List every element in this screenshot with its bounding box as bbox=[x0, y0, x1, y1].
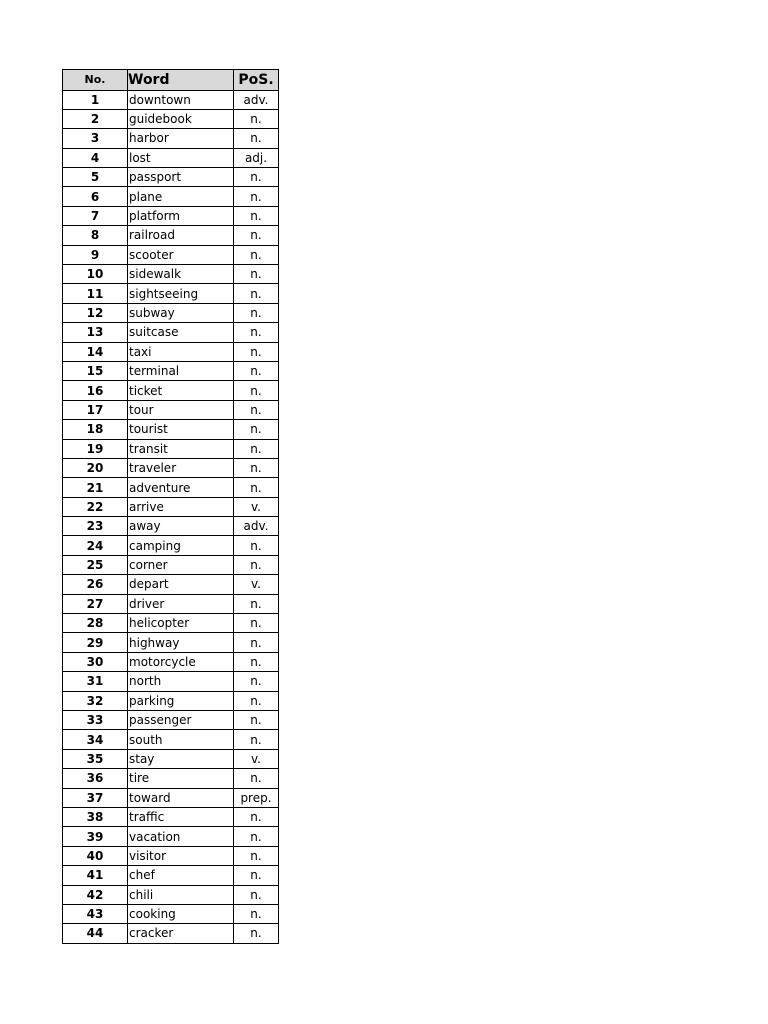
row-number: 4 bbox=[63, 148, 128, 167]
row-part-of-speech: n. bbox=[234, 633, 279, 652]
header-no: No. bbox=[63, 70, 128, 91]
row-number: 19 bbox=[63, 439, 128, 458]
table-row bbox=[63, 400, 279, 419]
row-number: 17 bbox=[63, 400, 128, 419]
row-number: 24 bbox=[63, 536, 128, 555]
table-row bbox=[63, 924, 279, 943]
row-number: 28 bbox=[63, 614, 128, 633]
row-word: railroad bbox=[128, 226, 234, 245]
table-row bbox=[63, 904, 279, 923]
row-number: 31 bbox=[63, 672, 128, 691]
row-word: toward bbox=[128, 788, 234, 807]
table-row bbox=[63, 303, 279, 322]
row-number: 41 bbox=[63, 866, 128, 885]
table-row bbox=[63, 245, 279, 264]
row-part-of-speech: n. bbox=[234, 187, 279, 206]
row-number: 43 bbox=[63, 904, 128, 923]
table-row bbox=[63, 439, 279, 458]
row-word: tourist bbox=[128, 420, 234, 439]
row-part-of-speech: n. bbox=[234, 827, 279, 846]
row-number: 13 bbox=[63, 323, 128, 342]
row-number: 22 bbox=[63, 497, 128, 516]
row-word: traffic bbox=[128, 807, 234, 826]
table-row bbox=[63, 323, 279, 342]
row-number: 25 bbox=[63, 555, 128, 574]
table-row bbox=[63, 672, 279, 691]
row-part-of-speech: n. bbox=[234, 672, 279, 691]
row-word: lost bbox=[128, 148, 234, 167]
table-row bbox=[63, 885, 279, 904]
row-part-of-speech: n. bbox=[234, 691, 279, 710]
row-word: vacation bbox=[128, 827, 234, 846]
row-number: 33 bbox=[63, 711, 128, 730]
row-part-of-speech: n. bbox=[234, 342, 279, 361]
table-row bbox=[63, 730, 279, 749]
row-part-of-speech: n. bbox=[234, 400, 279, 419]
row-word: passport bbox=[128, 168, 234, 187]
row-part-of-speech: n. bbox=[234, 226, 279, 245]
row-number: 37 bbox=[63, 788, 128, 807]
table-row bbox=[63, 866, 279, 885]
row-part-of-speech: n. bbox=[234, 711, 279, 730]
row-part-of-speech: n. bbox=[234, 284, 279, 303]
row-part-of-speech: n. bbox=[234, 129, 279, 148]
row-number: 32 bbox=[63, 691, 128, 710]
row-part-of-speech: n. bbox=[234, 807, 279, 826]
row-word: sightseeing bbox=[128, 284, 234, 303]
row-number: 34 bbox=[63, 730, 128, 749]
row-number: 35 bbox=[63, 749, 128, 768]
table-row bbox=[63, 265, 279, 284]
row-word: corner bbox=[128, 555, 234, 574]
row-word: north bbox=[128, 672, 234, 691]
table-row bbox=[63, 633, 279, 652]
row-number: 12 bbox=[63, 303, 128, 322]
table-row bbox=[63, 361, 279, 380]
header-pos: PoS. bbox=[234, 70, 279, 91]
row-part-of-speech: n. bbox=[234, 109, 279, 128]
row-number: 1 bbox=[63, 90, 128, 109]
row-word: subway bbox=[128, 303, 234, 322]
table-row bbox=[63, 497, 279, 516]
row-word: motorcycle bbox=[128, 652, 234, 671]
row-part-of-speech: n. bbox=[234, 458, 279, 477]
table-row bbox=[63, 536, 279, 555]
table-header bbox=[63, 70, 279, 91]
table-row bbox=[63, 749, 279, 768]
row-part-of-speech: adv. bbox=[234, 517, 279, 536]
table-row bbox=[63, 148, 279, 167]
row-word: camping bbox=[128, 536, 234, 555]
row-part-of-speech: adv. bbox=[234, 90, 279, 109]
row-number: 3 bbox=[63, 129, 128, 148]
table-row bbox=[63, 284, 279, 303]
row-word: chef bbox=[128, 866, 234, 885]
row-word: cooking bbox=[128, 904, 234, 923]
row-word: helicopter bbox=[128, 614, 234, 633]
table-row bbox=[63, 807, 279, 826]
row-number: 8 bbox=[63, 226, 128, 245]
table-row bbox=[63, 846, 279, 865]
row-word: sidewalk bbox=[128, 265, 234, 284]
row-part-of-speech: n. bbox=[234, 168, 279, 187]
row-part-of-speech: n. bbox=[234, 594, 279, 613]
row-part-of-speech: n. bbox=[234, 245, 279, 264]
row-part-of-speech: n. bbox=[234, 361, 279, 380]
row-part-of-speech: n. bbox=[234, 323, 279, 342]
row-number: 42 bbox=[63, 885, 128, 904]
row-part-of-speech: adj. bbox=[234, 148, 279, 167]
row-word: tour bbox=[128, 400, 234, 419]
table-row bbox=[63, 187, 279, 206]
row-word: passenger bbox=[128, 711, 234, 730]
row-number: 38 bbox=[63, 807, 128, 826]
row-part-of-speech: v. bbox=[234, 749, 279, 768]
table-row bbox=[63, 168, 279, 187]
row-word: south bbox=[128, 730, 234, 749]
row-number: 30 bbox=[63, 652, 128, 671]
row-word: away bbox=[128, 517, 234, 536]
row-part-of-speech: n. bbox=[234, 206, 279, 225]
row-word: traveler bbox=[128, 458, 234, 477]
table-row bbox=[63, 575, 279, 594]
table-row bbox=[63, 226, 279, 245]
row-number: 36 bbox=[63, 769, 128, 788]
row-part-of-speech: n. bbox=[234, 381, 279, 400]
row-part-of-speech: prep. bbox=[234, 788, 279, 807]
row-part-of-speech: n. bbox=[234, 536, 279, 555]
row-part-of-speech: n. bbox=[234, 614, 279, 633]
row-number: 7 bbox=[63, 206, 128, 225]
header-word: Word bbox=[128, 70, 234, 91]
row-word: stay bbox=[128, 749, 234, 768]
table-row bbox=[63, 517, 279, 536]
row-part-of-speech: n. bbox=[234, 769, 279, 788]
table-row bbox=[63, 458, 279, 477]
row-number: 40 bbox=[63, 846, 128, 865]
row-word: harbor bbox=[128, 129, 234, 148]
row-part-of-speech: n. bbox=[234, 885, 279, 904]
row-number: 27 bbox=[63, 594, 128, 613]
row-word: chili bbox=[128, 885, 234, 904]
row-word: downtown bbox=[128, 90, 234, 109]
row-part-of-speech: n. bbox=[234, 866, 279, 885]
table-body bbox=[63, 90, 279, 943]
row-number: 21 bbox=[63, 478, 128, 497]
table-row bbox=[63, 478, 279, 497]
row-number: 5 bbox=[63, 168, 128, 187]
table-row bbox=[63, 555, 279, 574]
table-row bbox=[63, 652, 279, 671]
row-word: platform bbox=[128, 206, 234, 225]
table-row bbox=[63, 90, 279, 109]
row-word: taxi bbox=[128, 342, 234, 361]
row-word: tire bbox=[128, 769, 234, 788]
table-row bbox=[63, 420, 279, 439]
table-row bbox=[63, 788, 279, 807]
table-row bbox=[63, 206, 279, 225]
row-word: guidebook bbox=[128, 109, 234, 128]
row-part-of-speech: n. bbox=[234, 439, 279, 458]
table-row bbox=[63, 381, 279, 400]
row-part-of-speech: n. bbox=[234, 265, 279, 284]
row-part-of-speech: n. bbox=[234, 555, 279, 574]
row-number: 10 bbox=[63, 265, 128, 284]
row-word: depart bbox=[128, 575, 234, 594]
table-row bbox=[63, 342, 279, 361]
row-word: driver bbox=[128, 594, 234, 613]
row-part-of-speech: n. bbox=[234, 652, 279, 671]
row-number: 20 bbox=[63, 458, 128, 477]
header-row bbox=[63, 70, 279, 91]
row-number: 15 bbox=[63, 361, 128, 380]
row-word: suitcase bbox=[128, 323, 234, 342]
row-number: 18 bbox=[63, 420, 128, 439]
table-row bbox=[63, 109, 279, 128]
row-word: transit bbox=[128, 439, 234, 458]
row-part-of-speech: n. bbox=[234, 904, 279, 923]
vocabulary-table bbox=[62, 69, 279, 944]
row-number: 29 bbox=[63, 633, 128, 652]
row-number: 6 bbox=[63, 187, 128, 206]
row-word: plane bbox=[128, 187, 234, 206]
row-part-of-speech: v. bbox=[234, 575, 279, 594]
row-word: parking bbox=[128, 691, 234, 710]
table-row bbox=[63, 769, 279, 788]
row-number: 23 bbox=[63, 517, 128, 536]
row-number: 16 bbox=[63, 381, 128, 400]
table-row bbox=[63, 614, 279, 633]
table-row bbox=[63, 691, 279, 710]
row-word: cracker bbox=[128, 924, 234, 943]
row-word: arrive bbox=[128, 497, 234, 516]
row-part-of-speech: n. bbox=[234, 924, 279, 943]
row-word: visitor bbox=[128, 846, 234, 865]
row-word: scooter bbox=[128, 245, 234, 264]
row-word: ticket bbox=[128, 381, 234, 400]
row-number: 26 bbox=[63, 575, 128, 594]
row-part-of-speech: n. bbox=[234, 730, 279, 749]
row-part-of-speech: n. bbox=[234, 420, 279, 439]
row-number: 2 bbox=[63, 109, 128, 128]
row-number: 39 bbox=[63, 827, 128, 846]
row-part-of-speech: v. bbox=[234, 497, 279, 516]
row-word: highway bbox=[128, 633, 234, 652]
row-number: 9 bbox=[63, 245, 128, 264]
row-number: 11 bbox=[63, 284, 128, 303]
row-part-of-speech: n. bbox=[234, 846, 279, 865]
row-word: terminal bbox=[128, 361, 234, 380]
row-word: adventure bbox=[128, 478, 234, 497]
table-row bbox=[63, 594, 279, 613]
row-number: 44 bbox=[63, 924, 128, 943]
table-row bbox=[63, 711, 279, 730]
row-part-of-speech: n. bbox=[234, 478, 279, 497]
row-number: 14 bbox=[63, 342, 128, 361]
row-part-of-speech: n. bbox=[234, 303, 279, 322]
table-row bbox=[63, 827, 279, 846]
table-row bbox=[63, 129, 279, 148]
